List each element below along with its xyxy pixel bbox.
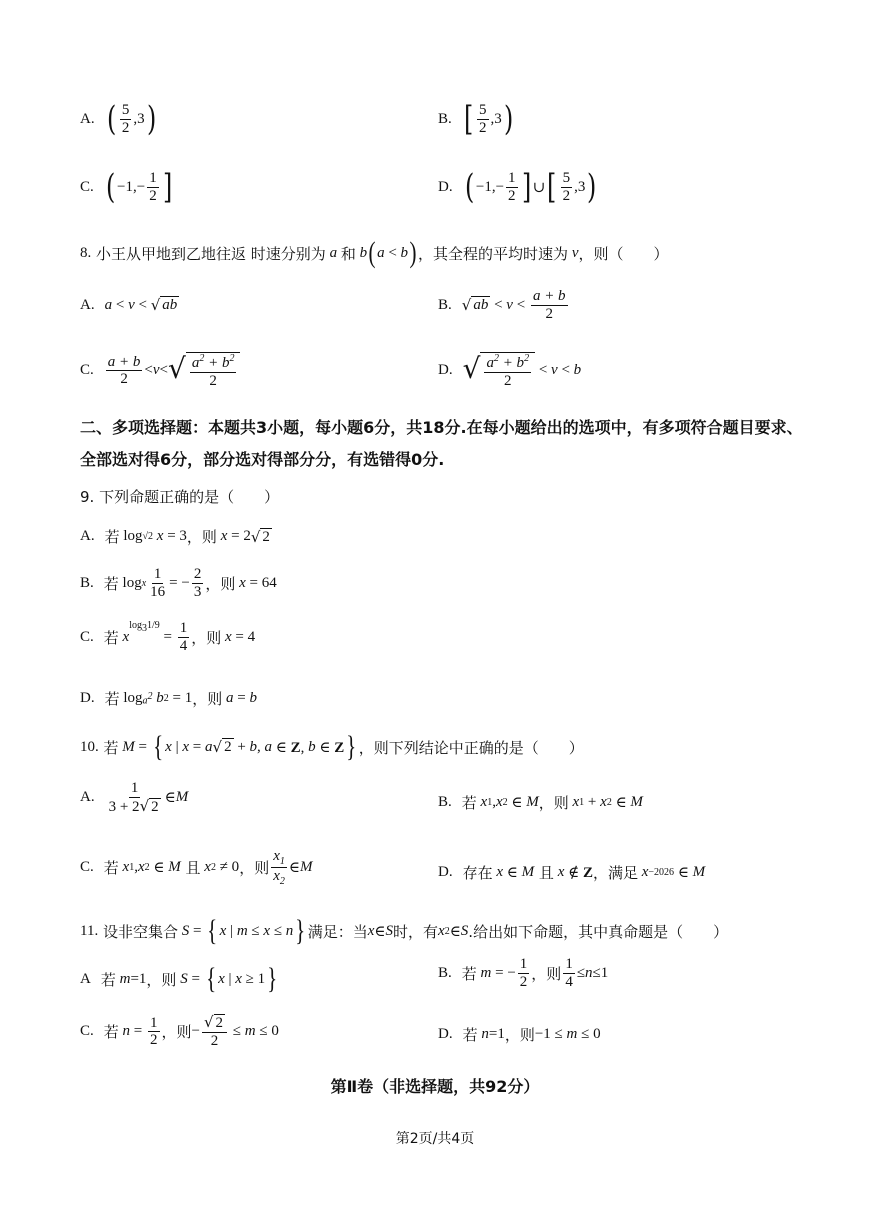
q9-option-b: B. 若 log x $\frac{1}{16}$ = − $\frac{2}{3}$ ，则 x = 64 [80,566,277,600]
section-heading: 二、多项选择题：本题共3小题，每小题6分，共18分.在每小题给出的选项中，有多项符合题目要求、全部选对得6分，部分选对得部分分，有选错得0分. [80,418,803,469]
then-word: ，则 [205,574,236,593]
then-word: ，则 [186,528,217,546]
if-word: 若 [100,970,116,989]
option-label: C. [80,1023,94,1039]
option-label: A. [80,110,95,127]
q11-option-d: D. 若 n =1 ，则 −1 ≤ m ≤ 0 [438,1026,601,1044]
q9-stem: 9. 下列命题正确的是（ ） [80,488,280,506]
q11-stem-4: .给出如下命题，其中真命题是（ ） [468,922,729,941]
question-number: 8. [80,244,92,261]
q8-text-4: ，则（ ） [578,244,669,263]
and-word: 且 [185,859,201,877]
option-label: C. [80,362,94,378]
option-label: D. [438,1026,453,1042]
part2-title: 第Ⅱ卷（非选择题，共92分） [330,1077,540,1096]
option-label: A. [80,789,95,805]
then-word: ，则 [191,628,222,647]
option-label: D. [438,362,453,378]
option-label: C. [80,859,94,875]
question-number: 11. [80,922,99,939]
q11-option-c: C. 若 n = $\frac{1}{2}$ ，则 − √ 2 2 ≤ m ≤ 0 [80,1013,279,1049]
q10-tail: ，则下列结论中正确的是（ ） [358,738,584,757]
q8-option-a: A. a < v < √ ab [80,296,178,314]
q7-option-d: D. ( −1,− $\frac{1}{2}$ ] ∪ [ $\frac{5}{2}$ ,3 ) [438,167,597,207]
option-label: B. [438,794,452,810]
exist-word: 存在 [462,864,493,882]
if-word: 若 [103,628,119,647]
q7-option-c: C. ( −1,− $\frac{1}{2}$ ] [80,167,172,207]
if-word: 若 [104,690,120,708]
q10-stem: 10. 若 M = { x | x = a √ 2 + b , a ∈ Z, b ∈ Z } ，则下列结论中正确的是（ ） [80,730,584,763]
if-word: 若 [103,859,119,877]
option-label: D. [80,690,95,706]
if-word: 若 [461,794,477,812]
q9-option-a: A. 若 log √2 x = 3 ，则 x = 2 √ 2 [80,527,270,546]
option-label: A. [80,528,95,544]
q7-option-a: A. ( $\frac{5}{2}$ ,3 ) [80,99,156,139]
then-word: ，则 [531,964,562,983]
q10-option-b: B. 若 x 1 , x 2 ∈ M ，则 x 1 + x 2 ∈ M [438,794,643,812]
q10-option-c: C. 若 x 1 , x 2 ∈ M 且 x 2 ≠ 0 ，则 $\frac{x_1}{x_2}$ ∈ M [80,848,313,887]
q11-stem: 11. 设非空集合 S = { x | m ≤ x ≤ n } 满足：当 x ∈ S 时，有 x 2 ∈ S .给出如下命题，其中真命题是（ ） [80,914,729,947]
option-label: C. [80,178,94,195]
question-number: 10. [80,738,99,755]
then-word: ，则 [239,859,270,877]
q8-option-d: D. √ $\frac{a^2 + b^2}{2}$ < v < b [438,352,582,389]
option-label: B. [438,296,452,313]
then-word: ，则 [192,690,223,708]
q11-option-b: B. 若 m = − $\frac{1}{2}$ ，则 $\frac{1}{4}$ ≤ n ≤1 [438,956,609,990]
q8-option-c: C. $\frac{a + b}{2}$ < v < √ $\frac{a^2 + b^2}{2}$ [80,352,240,389]
satisfy-word: ，满足 [592,864,638,882]
if-word: 若 [104,528,120,546]
q11-stem-3: 时，有 [393,922,439,941]
and-word: 且 [538,864,554,882]
q11-stem-1: 设非空集合 [102,922,178,941]
if-word: 若 [462,1026,478,1044]
option-label: D. [438,178,453,195]
q8-text-3: ，其全程的平均时速为 [418,244,569,263]
option-label: D. [438,864,453,880]
then-word: ，则 [161,1023,192,1041]
then-word: ，则 [146,970,177,989]
q7-option-b: B. [ $\frac{5}{2}$ ,3 ) [438,99,514,139]
option-label: A [80,970,91,987]
option-label: B. [438,110,452,127]
then-word: ，则 [504,1026,535,1044]
page-footer: 第2页/共4页 [395,1131,475,1147]
if-word: 若 [103,1023,119,1041]
q8-text-2: 和 [340,244,356,263]
then-word: ，则 [538,794,569,812]
q9-option-c: C. 若 x $^{log_3 1/9}$ = $\frac{1}{4}$ ，则 x = 4 [80,620,256,654]
if-word: 若 [461,964,477,983]
q11-stem-2: 满足：当 [307,922,368,941]
if-word: 若 [103,738,119,757]
q10-option-d: D. 存在 x ∈ M 且 x ∉ Z ，满足 x −2026 ∈ M [438,864,706,882]
option-label: B. [80,574,94,591]
q8-text-1: 小王从甲地到乙地往返 时速分别为 [96,244,326,263]
option-label: B. [438,964,452,981]
q9-option-d: D. 若 log $a^2$ b 2 = 1 ，则 a = b [80,690,257,708]
option-label: A. [80,296,95,313]
q8-stem: 8. 小王从甲地到乙地往返 时速分别为 a 和 b ( a < b ) ，其全程的平均时速为 v ，则（ ） [80,236,669,269]
q8-option-b: B. √ ab < v < $\frac{a + b}{2}$ [438,288,566,322]
option-label: C. [80,628,94,645]
q10-option-a: A. 1 3 + 2 √ 2 ∈ M [80,780,189,815]
if-word: 若 [103,574,119,593]
q11-option-a: A 若 m =1 ，则 S = { x | x ≥ 1 } [80,962,278,995]
